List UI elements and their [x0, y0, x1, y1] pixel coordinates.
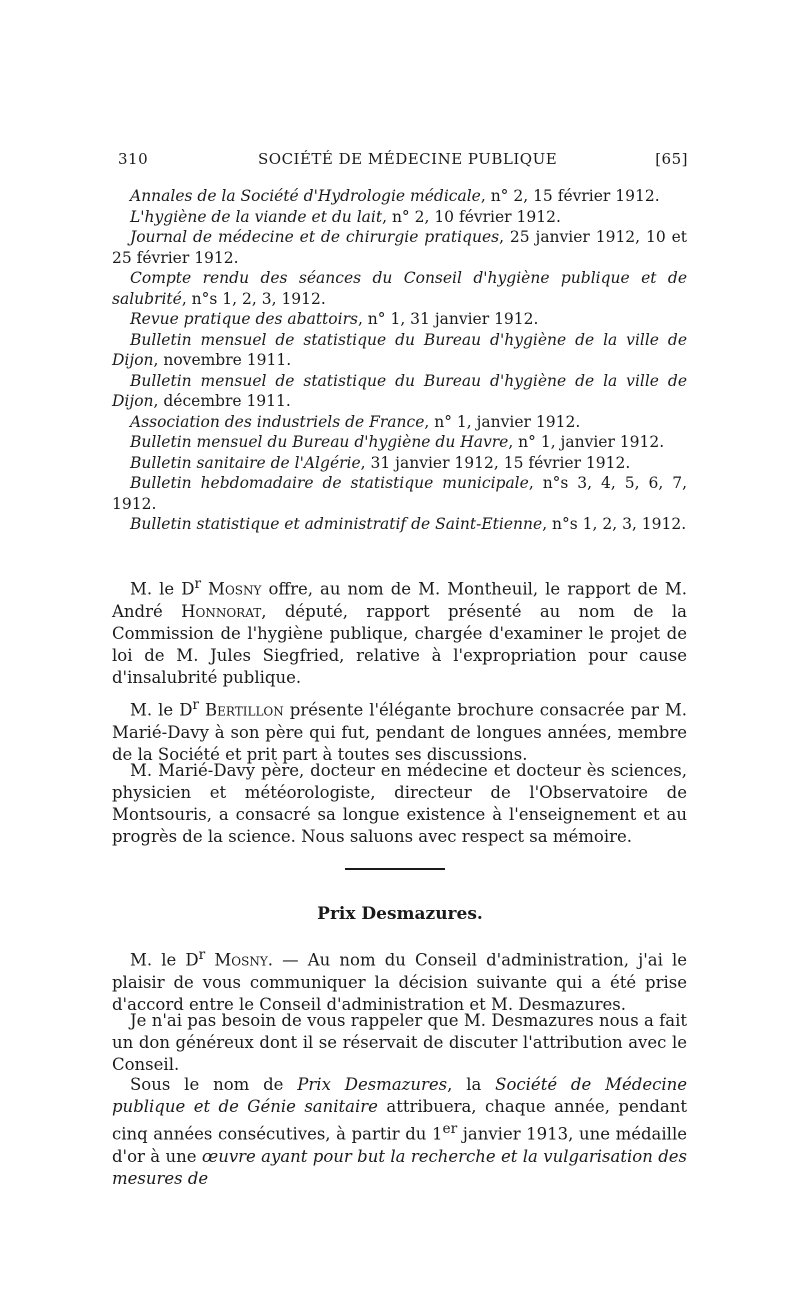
bibliography-entry: Bulletin hebdomadaire de statistique municipale, n°s 3, 4, 5, 6, 7, 1912.	[112, 474, 687, 513]
section-divider	[345, 868, 445, 870]
bibliography-entry: Bulletin mensuel de statistique du Bureau d'hygiène de la ville de Dijon, décembre 1911.	[112, 371, 687, 410]
bibliography-list	[112, 186, 687, 535]
section-heading: Prix Desmazures.	[317, 904, 483, 924]
bibliography-entry: Bulletin mensuel du Bureau d'hygiène du Havre, n° 1, janvier 1912.	[130, 433, 665, 451]
paragraph-marie-davy: M. Marié-Davy père, docteur en médecine et docteur ès sciences, physicien et météorologiste, directeur de l'Observatoire de Montsouris, a consacré sa longue existence à l'enseignement et au progrès de la science. Nous saluons avec respect sa mémoire.	[112, 761, 687, 846]
bibliography-entry: Association des industriels de France, n° 1, janvier 1912.	[130, 412, 581, 431]
running-title: SOCIÉTÉ DE MÉDECINE PUBLIQUE	[258, 150, 558, 168]
bibliography-entry: Bulletin mensuel de statistique du Bureau d'hygiène de la ville de Dijon, novembre 1911.	[112, 330, 687, 369]
paragraph-mosny-report: M. le $D^r$ Mosny offre, au nom de M. Montheuil, le rapport de M. André Honnorat, député, rapport présenté au nom de la Commission de l'hygiène publique, chargée d'examiner le projet de loi de M. Jules Siegfried, relative à l'expropriation pour cause d'insalubrité publique.	[112, 576, 687, 687]
sheet-number: [65]	[655, 150, 688, 168]
page-number: 310	[118, 150, 149, 168]
bibliography-entry: L'hygiène de la viande et du lait, n° 2, 10 février 1912.	[130, 207, 561, 226]
bibliography-entry: Journal de médecine et de chirurgie pratiques, 25 janvier 1912, 10 et 25 février 1912.	[112, 228, 688, 267]
bibliography-entry: Bulletin sanitaire de l'Algérie, 31 janvier 1912, 15 février 1912.	[130, 453, 631, 472]
bibliography-entry: Annales de la Société d'Hydrologie médicale, n° 2, 15 février 1912.	[130, 187, 660, 205]
paragraph-bertillon: M. le $D^r$ Bertillon présente l'élégante brochure consacrée par M. Marié-Davy à son père qui fut, pendant de longues années, membre de la Société et prit part à toutes ses discussions.	[112, 697, 688, 764]
bibliography-entry: Bulletin statistique et administratif de Saint-Etienne, n°s 1, 2, 3, 1912.	[130, 515, 687, 533]
bibliography-entry: Compte rendu des séances du Conseil d'hygiène publique et de salubrité, n°s 1, 2, 3, 1912.	[112, 269, 687, 308]
paragraph-prix-details: Sous le nom de Prix Desmazures, la Société de Médecine publique et de Génie sanitaire attribuera, chaque année, pendant cinq années consécutives, à partir du 1er janvier 1913, une médaille d'or à une œuvre ayant pour but la recherche et la vulgarisation des mesures de	[112, 1075, 688, 1188]
paragraph-don: Je n'ai pas besoin de vous rappeler que M. Desmazures nous a fait un don généreux dont il se réservait de discuter l'attribution avec le Conseil.	[112, 1011, 687, 1074]
paragraph-prix-intro: M. le $D^r$ Mosny. — Au nom du Conseil d'administration, j'ai le plaisir de vous communiquer la décision suivante qui a été prise d'accord entre le Conseil d'administration et M. Desmazures.	[112, 947, 687, 1014]
running-header	[118, 150, 688, 172]
bibliography-entry: Revue pratique des abattoirs, n° 1, 31 janvier 1912.	[130, 310, 539, 328]
